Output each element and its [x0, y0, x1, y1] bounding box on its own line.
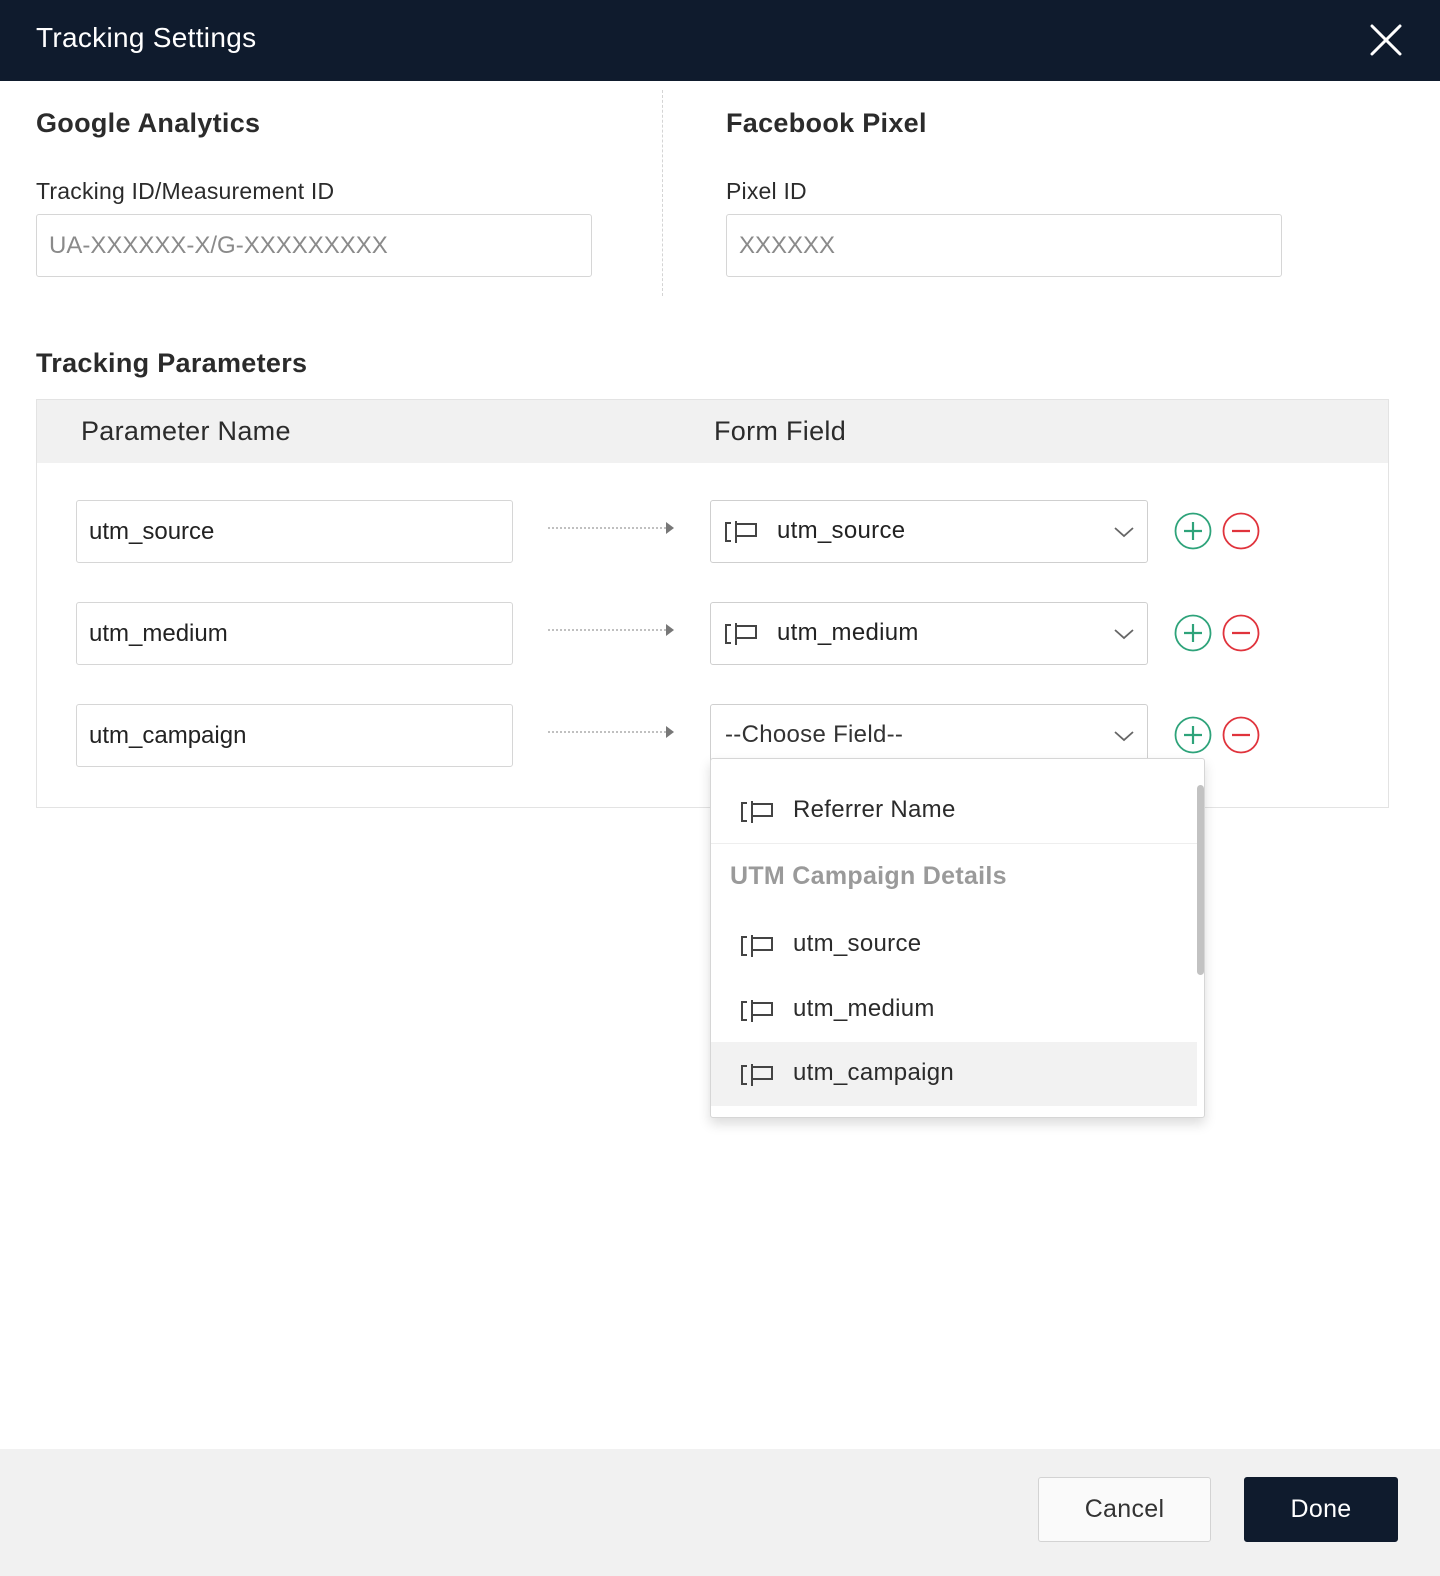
- close-button[interactable]: [1366, 20, 1406, 60]
- dropdown-option-label: Referrer Name: [793, 796, 956, 823]
- pixel-id-input[interactable]: [726, 214, 1282, 277]
- dropdown-divider: [711, 843, 1197, 844]
- pixel-id-label: Pixel ID: [726, 178, 807, 204]
- tracking-id-input[interactable]: [36, 214, 592, 277]
- dialog-header: [0, 0, 1440, 81]
- chevron-down-icon: [1113, 729, 1135, 743]
- remove-circle-icon: [1222, 716, 1260, 754]
- remove-circle-icon: [1222, 614, 1260, 652]
- add-row-button[interactable]: [1174, 512, 1212, 550]
- form-field-icon: [739, 800, 775, 824]
- done-button[interactable]: Done: [1244, 1477, 1398, 1542]
- dropdown-group-label: UTM Campaign Details: [730, 862, 1007, 890]
- parameter-name-input[interactable]: [76, 500, 513, 563]
- dropdown-option-utm-source[interactable]: [711, 913, 1197, 977]
- column-header-form-field: Form Field: [714, 416, 847, 446]
- dropdown-option-label: utm_source: [793, 930, 922, 957]
- chevron-down-icon: [1113, 525, 1135, 539]
- chevron-down-icon: [1113, 627, 1135, 641]
- column-divider: [662, 90, 663, 296]
- arrow-right-icon: [546, 521, 676, 535]
- add-row-button[interactable]: [1174, 716, 1212, 754]
- dropdown-option-label: utm_medium: [793, 995, 935, 1022]
- cancel-button[interactable]: Cancel: [1038, 1477, 1211, 1542]
- dropdown-option-utm-medium[interactable]: [711, 978, 1197, 1042]
- form-field-placeholder: --Choose Field--: [725, 721, 904, 748]
- column-header-parameter-name: Parameter Name: [81, 416, 291, 446]
- form-field-value: utm_source: [777, 517, 906, 544]
- add-circle-icon: [1174, 614, 1212, 652]
- form-field-icon: [723, 520, 759, 544]
- form-field-value: utm_medium: [777, 619, 919, 646]
- remove-row-button[interactable]: [1222, 716, 1260, 754]
- parameter-name-input[interactable]: [76, 602, 513, 665]
- google-analytics-heading: Google Analytics: [36, 108, 261, 138]
- table-header: [37, 400, 1388, 463]
- dropdown-option-utm-campaign[interactable]: [711, 1042, 1197, 1106]
- form-field-icon: [739, 1063, 775, 1087]
- arrow-right-icon: [546, 725, 676, 739]
- remove-row-button[interactable]: [1222, 614, 1260, 652]
- arrow-right-icon: [546, 623, 676, 637]
- dialog-footer: [0, 1449, 1440, 1576]
- form-field-select[interactable]: [710, 500, 1148, 563]
- remove-row-button[interactable]: [1222, 512, 1260, 550]
- dropdown-option-label: utm_campaign: [793, 1059, 955, 1086]
- add-circle-icon: [1174, 716, 1212, 754]
- add-circle-icon: [1174, 512, 1212, 550]
- close-icon: [1366, 20, 1406, 60]
- remove-circle-icon: [1222, 512, 1260, 550]
- form-field-icon: [723, 622, 759, 646]
- dropdown-scrollbar[interactable]: [1197, 785, 1204, 975]
- dropdown-option-referrer-name[interactable]: [711, 779, 1197, 843]
- add-row-button[interactable]: [1174, 614, 1212, 652]
- dialog-title: Tracking Settings: [36, 22, 257, 53]
- form-field-dropdown-menu: [710, 758, 1205, 1118]
- form-field-select[interactable]: [710, 602, 1148, 665]
- parameter-name-input[interactable]: [76, 704, 513, 767]
- facebook-pixel-heading: Facebook Pixel: [726, 108, 927, 138]
- tracking-id-label: Tracking ID/Measurement ID: [36, 178, 335, 204]
- tracking-parameters-heading: Tracking Parameters: [36, 348, 308, 378]
- form-field-icon: [739, 999, 775, 1023]
- form-field-icon: [739, 934, 775, 958]
